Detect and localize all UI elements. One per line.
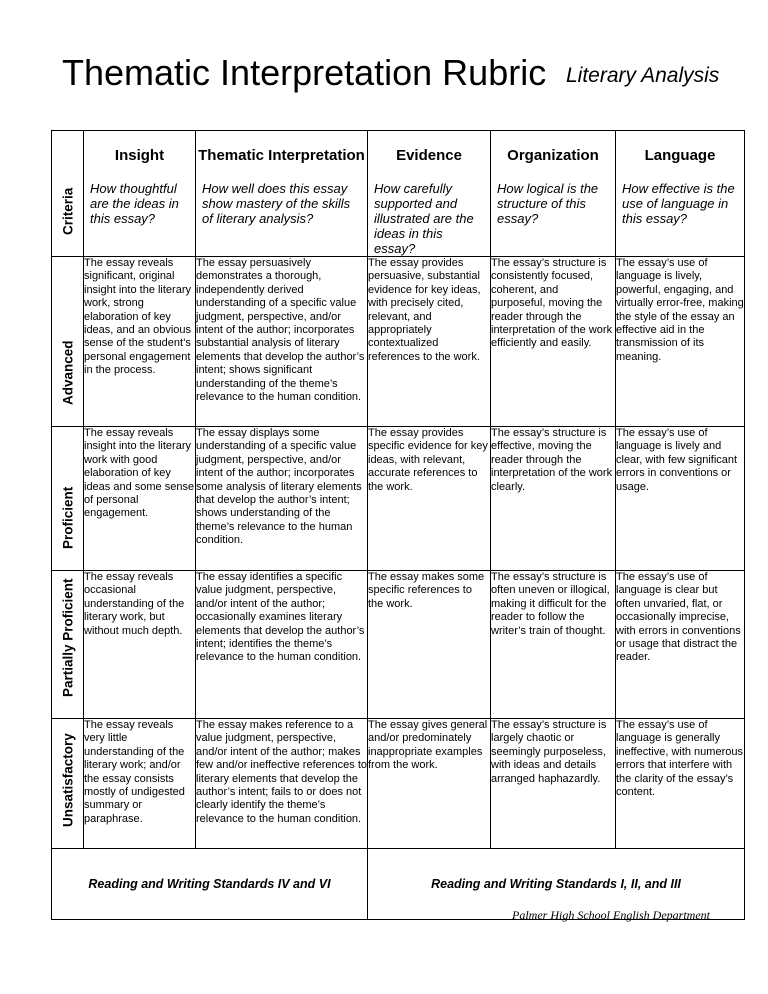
advanced-thematic: The essay persuasively demonstrates a thorough, independently derived understanding of a specific value judgment, perspective, and/or intent of the author; incorporates substantial analysis of literary elements that develop the author’s intent; shows significant understanding of the theme’s relevance to the human condition. bbox=[196, 257, 368, 427]
advanced-organization: The essay’s structure is consistently focused, coherent, and purposeful, moving the reader through the interpretation of the work efficiently and easily. bbox=[491, 257, 616, 427]
partially-proficient-thematic: The essay identifies a specific value judgment, perspective, and/or intent of the author; occasionally examines literary elements that develop the author’s intent; identifies the theme’s relevance to the human condition. bbox=[196, 571, 368, 719]
partially-proficient-row bbox=[52, 571, 745, 719]
insight-header: Insight bbox=[84, 131, 196, 180]
criteria-label-cell bbox=[52, 131, 84, 257]
unsatisfactory-label-cell bbox=[52, 719, 84, 849]
advanced-label: Advanced bbox=[60, 340, 75, 405]
evidence-header: Evidence bbox=[368, 131, 491, 180]
proficient-thematic: The essay displays some understanding of a specific value judgment, perspective, and/or intent of the author; incorporates some analysis of literary elements that develop the author’s intent; shows understanding of the theme’s relevance to the human condition. bbox=[196, 427, 368, 571]
partially-proficient-evidence: The essay makes some specific references to the work. bbox=[368, 571, 491, 719]
unsatisfactory-label: Unsatisfactory bbox=[60, 733, 75, 827]
unsatisfactory-evidence: The essay gives general and/or predominately inappropriate examples from the work. bbox=[368, 719, 491, 849]
criteria-label: Criteria bbox=[60, 187, 75, 235]
language-header: Language bbox=[616, 131, 745, 180]
standards-left: Reading and Writing Standards IV and VI bbox=[88, 877, 331, 891]
unsatisfactory-row bbox=[52, 719, 745, 849]
organization-question: How logical is the structure of this essay? bbox=[491, 179, 616, 257]
advanced-language: The essay’s use of language is lively, powerful, engaging, and virtually error-free, making the style of the essay an effective aid in the transmission of its meaning. bbox=[616, 257, 745, 427]
thematic-question: How well does this essay show mastery of the skills of literary analysis? bbox=[196, 179, 368, 257]
standards-left-cell bbox=[52, 849, 368, 920]
proficient-organization: The essay’s structure is effective, moving the reader through the interpretation of the work clearly. bbox=[491, 427, 616, 571]
advanced-row bbox=[52, 257, 745, 427]
proficient-insight: The essay reveals insight into the literary work with good elaboration of key ideas and some sense of personal engagement. bbox=[84, 427, 196, 571]
advanced-label-cell bbox=[52, 257, 84, 427]
proficient-language: The essay’s use of language is lively and clear, with few significant errors in conventions or usage. bbox=[616, 427, 745, 571]
unsatisfactory-organization: The essay’s structure is largely chaotic or seemingly purposeless, with ideas and details arranged haphazardly. bbox=[491, 719, 616, 849]
criteria-header-row bbox=[52, 131, 745, 180]
partially-proficient-label-cell bbox=[52, 571, 84, 719]
insight-question: How thoughtful are the ideas in this essay? bbox=[84, 179, 196, 257]
evidence-question: How carefully supported and illustrated are the ideas in this essay? bbox=[368, 179, 491, 257]
unsatisfactory-language: The essay’s use of language is generally ineffective, with numerous errors that interfere with the clarity of the essay’s content. bbox=[616, 719, 745, 849]
partially-proficient-organization: The essay’s structure is often uneven or illogical, making it difficult for the reader to follow the writer’s train of thought. bbox=[491, 571, 616, 719]
proficient-evidence: The essay provides specific evidence for key ideas, with relevant, accurate references to the work. bbox=[368, 427, 491, 571]
advanced-insight: The essay reveals significant, original insight into the literary work, strong elaboration of key ideas, and an obvious sense of the student’s personal engagement in the process. bbox=[84, 257, 196, 427]
proficient-label-cell bbox=[52, 427, 84, 571]
rubric-table bbox=[51, 130, 745, 920]
unsatisfactory-insight: The essay reveals very little understanding of the literary work; and/or the essay consists mostly of undigested summary or paraphrase. bbox=[84, 719, 196, 849]
language-question: How effective is the use of language in this essay? bbox=[616, 179, 745, 257]
criteria-question-row bbox=[52, 179, 745, 257]
standards-right: Reading and Writing Standards I, II, and III bbox=[431, 877, 681, 891]
page-subtitle: Literary Analysis bbox=[566, 64, 720, 87]
proficient-label: Proficient bbox=[60, 486, 75, 549]
advanced-evidence: The essay provides persuasive, substantial evidence for key ideas, with precisely cited, relevant, and appropriately contextualized references to the work. bbox=[368, 257, 491, 427]
thematic-header: Thematic Interpretation bbox=[196, 131, 368, 180]
partially-proficient-label: Partially Proficient bbox=[60, 578, 75, 697]
partially-proficient-insight: The essay reveals occasional understanding of the literary work, but without much depth. bbox=[84, 571, 196, 719]
department-credit: Palmer High School English Department bbox=[512, 908, 710, 922]
partially-proficient-language: The essay’s use of language is clear but often unvaried, flat, or occasionally imprecise, with errors in conventions or usage that distract the reader. bbox=[616, 571, 745, 719]
organization-header: Organization bbox=[491, 131, 616, 180]
page-title: Thematic Interpretation Rubric bbox=[62, 52, 547, 93]
unsatisfactory-thematic: The essay makes reference to a value judgment, perspective, and/or intent of the author; makes few and/or ineffective references to literary elements that develop the author’s intent; fails to or does not clearly identify the theme’s relevance to the human condition. bbox=[196, 719, 368, 849]
proficient-row bbox=[52, 427, 745, 571]
